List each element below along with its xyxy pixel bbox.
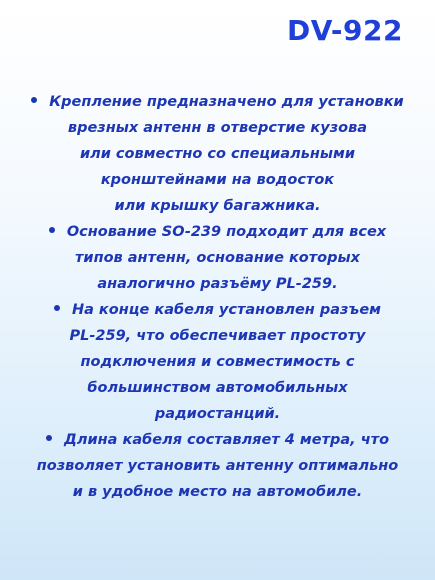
bullet-icon [49,227,55,233]
feature-line [0,297,435,323]
bullet-icon [31,97,37,103]
feature-item-cable-length [0,427,435,505]
feature-line-text: Основание SO-239 подходит для всех [66,224,387,240]
feature-line: радиостанций. [154,406,281,422]
feature-line: аналогично разъёму PL-259. [97,276,338,292]
feature-item-base [0,219,435,297]
feature-line: и в удобное место на автомобиле. [72,484,363,500]
product-title: DV-922 [287,14,403,47]
feature-line: или совместно со специальными [79,146,356,162]
feature-line [0,427,435,453]
feature-line: позволяет установить антенну оптимально [36,458,399,474]
feature-line [0,89,435,115]
feature-line: PL-259, что обеспечивает простоту [69,328,366,344]
feature-line-text: Длина кабеля составляет 4 метра, что [63,432,390,448]
feature-line-text: На конце кабеля установлен разъем [71,302,382,318]
feature-line [0,219,435,245]
feature-item-connector [0,297,435,427]
feature-line: врезных антенн в отверстие кузова [67,120,368,136]
feature-line-text: Крепление предназначено для установки [49,94,404,110]
feature-line: типов антенн, основание которых [75,250,360,266]
feature-line: или крышку багажника. [114,198,321,214]
feature-line: подключения и совместимость с [80,354,355,370]
feature-list [0,89,435,505]
feature-line: кронштейнами на водосток [100,172,335,188]
bullet-icon [46,435,52,441]
feature-line: большинством автомобильных [87,380,348,396]
feature-item-mounting [0,89,435,219]
bullet-icon [54,305,60,311]
